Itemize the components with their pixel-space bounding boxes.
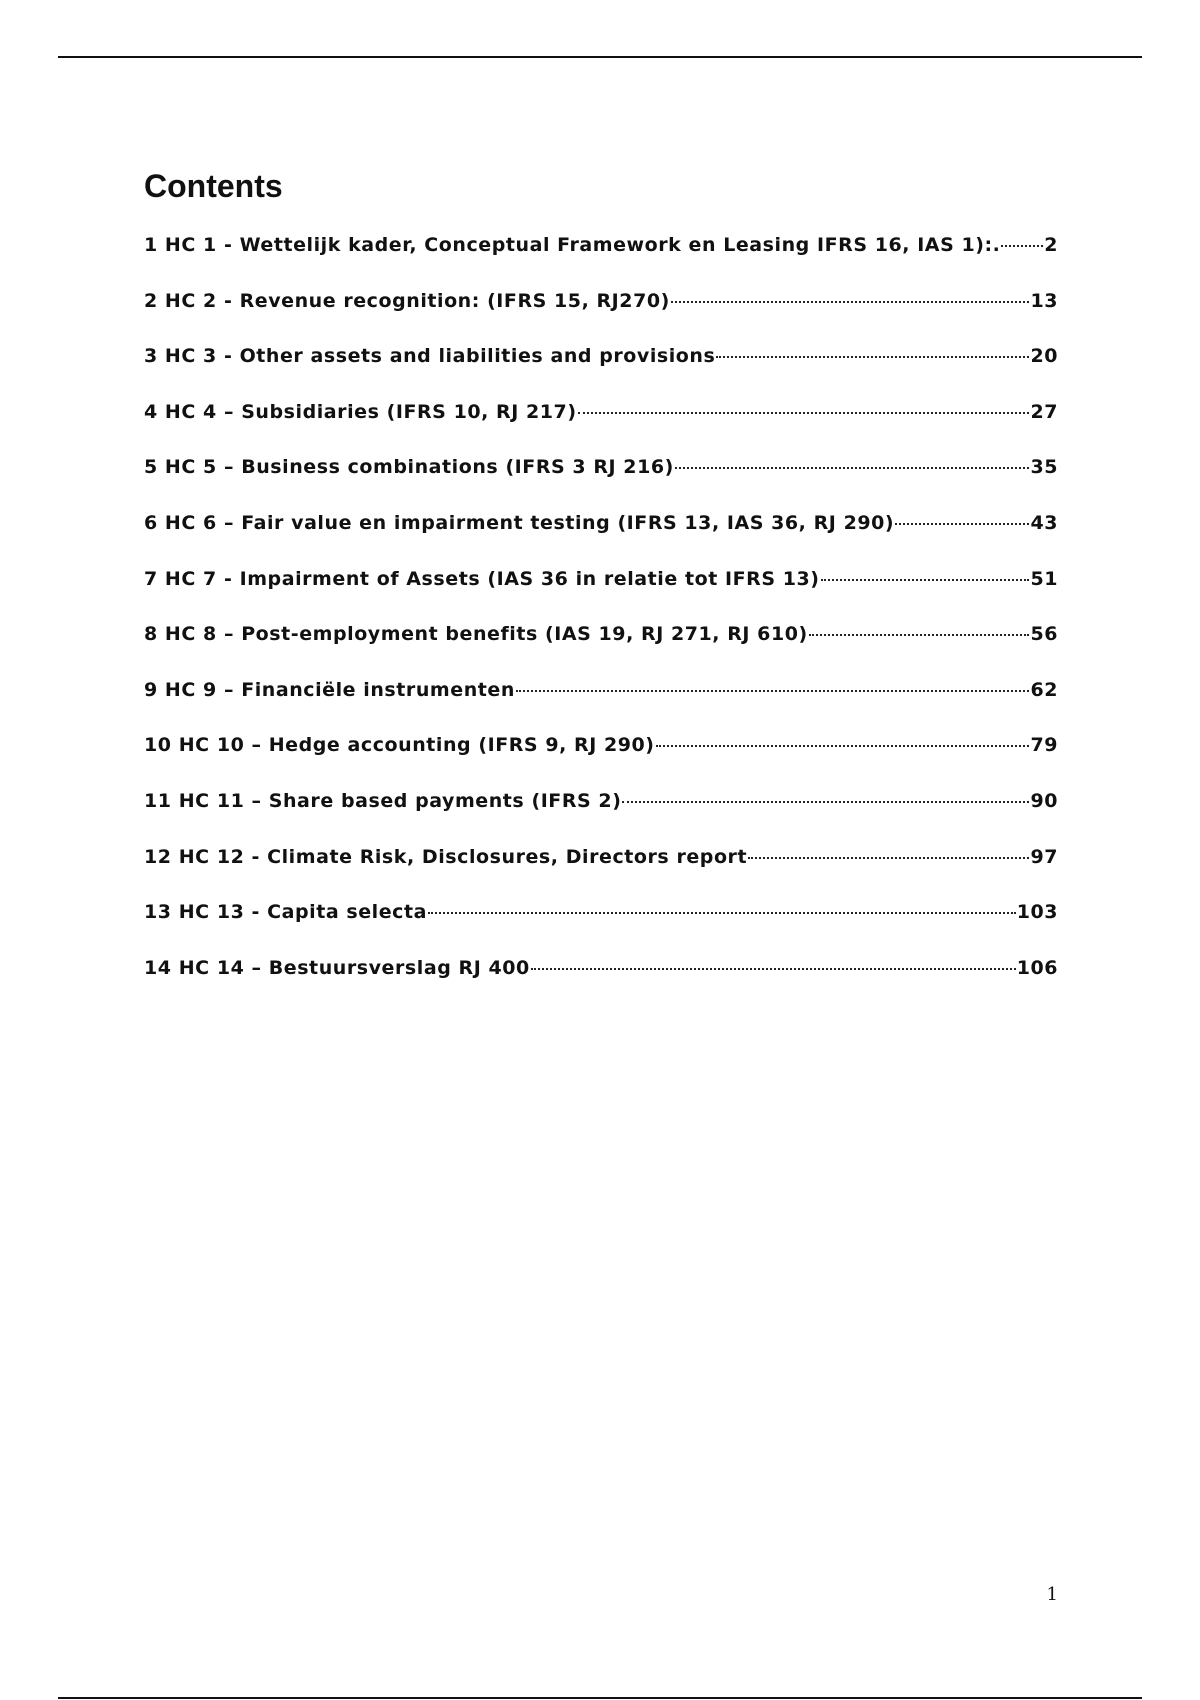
toc-entry-page: 56: [1030, 623, 1058, 646]
toc-entry[interactable]: [144, 679, 1058, 735]
toc-entry-label: 4 HC 4 – Subsidiaries (IFRS 10, RJ 217): [144, 400, 577, 423]
toc-title: Contents: [144, 168, 283, 204]
footer-rule: [58, 1697, 1142, 1699]
toc-entry[interactable]: [144, 456, 1058, 512]
dot-leader: [809, 634, 1030, 636]
toc-entry-page: 35: [1030, 456, 1058, 479]
toc-entry[interactable]: [144, 512, 1058, 568]
toc-entry-page: 20: [1030, 345, 1058, 368]
toc-entry-label: 5 HC 5 – Business combinations (IFRS 3 RJ 216): [144, 456, 674, 479]
toc-entry-page: 62: [1030, 678, 1058, 701]
toc-entry-page: 97: [1030, 845, 1058, 868]
toc-entry-page: 13: [1030, 289, 1058, 312]
toc-entry-page: 43: [1030, 511, 1058, 534]
toc-entry-label: 1 HC 1 - Wettelijk kader, Conceptual Framework en Leasing IFRS 16, IAS 1):.: [144, 234, 1001, 256]
page-number: 1: [1046, 1584, 1058, 1605]
dot-leader: [716, 356, 1029, 358]
dot-leader: [821, 579, 1030, 581]
toc-entry-label: 9 HC 9 – Financiële instrumenten: [144, 678, 515, 701]
toc-entry[interactable]: [144, 846, 1058, 902]
toc-entry-label: 14 HC 14 – Bestuursverslag RJ 400: [144, 956, 530, 979]
toc-entry-page: 106: [1016, 956, 1058, 979]
toc-entry-label: 2 HC 2 - Revenue recognition: (IFRS 15, RJ270): [144, 289, 670, 312]
toc-entry[interactable]: [144, 623, 1058, 679]
toc-entry-label: 12 HC 12 - Climate Risk, Disclosures, Directors report: [144, 845, 748, 868]
dot-leader: [656, 745, 1030, 747]
toc-entry[interactable]: [144, 734, 1058, 790]
dot-leader: [748, 857, 1029, 859]
toc-entry[interactable]: [144, 290, 1058, 346]
dot-leader: [516, 690, 1030, 692]
toc-entry-label: 6 HC 6 – Fair value en impairment testing (IFRS 13, IAS 36, RJ 290): [144, 511, 895, 534]
toc-entry[interactable]: [144, 234, 1058, 290]
toc-entry-page: 51: [1030, 567, 1058, 590]
toc-entry-label: 7 HC 7 - Impairment of Assets (IAS 36 in relatie tot IFRS 13): [144, 567, 820, 590]
header-rule: [58, 56, 1142, 58]
dot-leader: [578, 412, 1030, 414]
toc-entry-page: 103: [1016, 901, 1058, 924]
dot-leader: [428, 912, 1016, 914]
toc-entry[interactable]: [144, 568, 1058, 624]
table-of-contents: [144, 234, 1058, 1012]
toc-entry-page: 27: [1030, 400, 1058, 423]
toc-entry-page: 79: [1030, 734, 1058, 757]
toc-entry[interactable]: [144, 901, 1058, 957]
toc-entry-page: 90: [1030, 789, 1058, 812]
toc-entry[interactable]: [144, 790, 1058, 846]
dot-leader: [1001, 245, 1043, 247]
toc-entry-page: 2: [1044, 234, 1058, 256]
toc-entry[interactable]: [144, 957, 1058, 1013]
dot-leader: [531, 968, 1016, 970]
toc-entry-label: 11 HC 11 – Share based payments (IFRS 2): [144, 789, 622, 812]
dot-leader: [675, 467, 1030, 469]
dot-leader: [895, 523, 1029, 525]
toc-entry[interactable]: [144, 345, 1058, 401]
toc-entry-label: 3 HC 3 - Other assets and liabilities and provisions: [144, 345, 716, 368]
toc-entry-label: 13 HC 13 - Capita selecta: [144, 901, 427, 924]
dot-leader: [671, 301, 1030, 303]
dot-leader: [622, 801, 1029, 803]
toc-entry-label: 10 HC 10 – Hedge accounting (IFRS 9, RJ 290): [144, 734, 655, 757]
toc-entry-label: 8 HC 8 – Post-employment benefits (IAS 19, RJ 271, RJ 610): [144, 623, 808, 646]
toc-entry[interactable]: [144, 401, 1058, 457]
